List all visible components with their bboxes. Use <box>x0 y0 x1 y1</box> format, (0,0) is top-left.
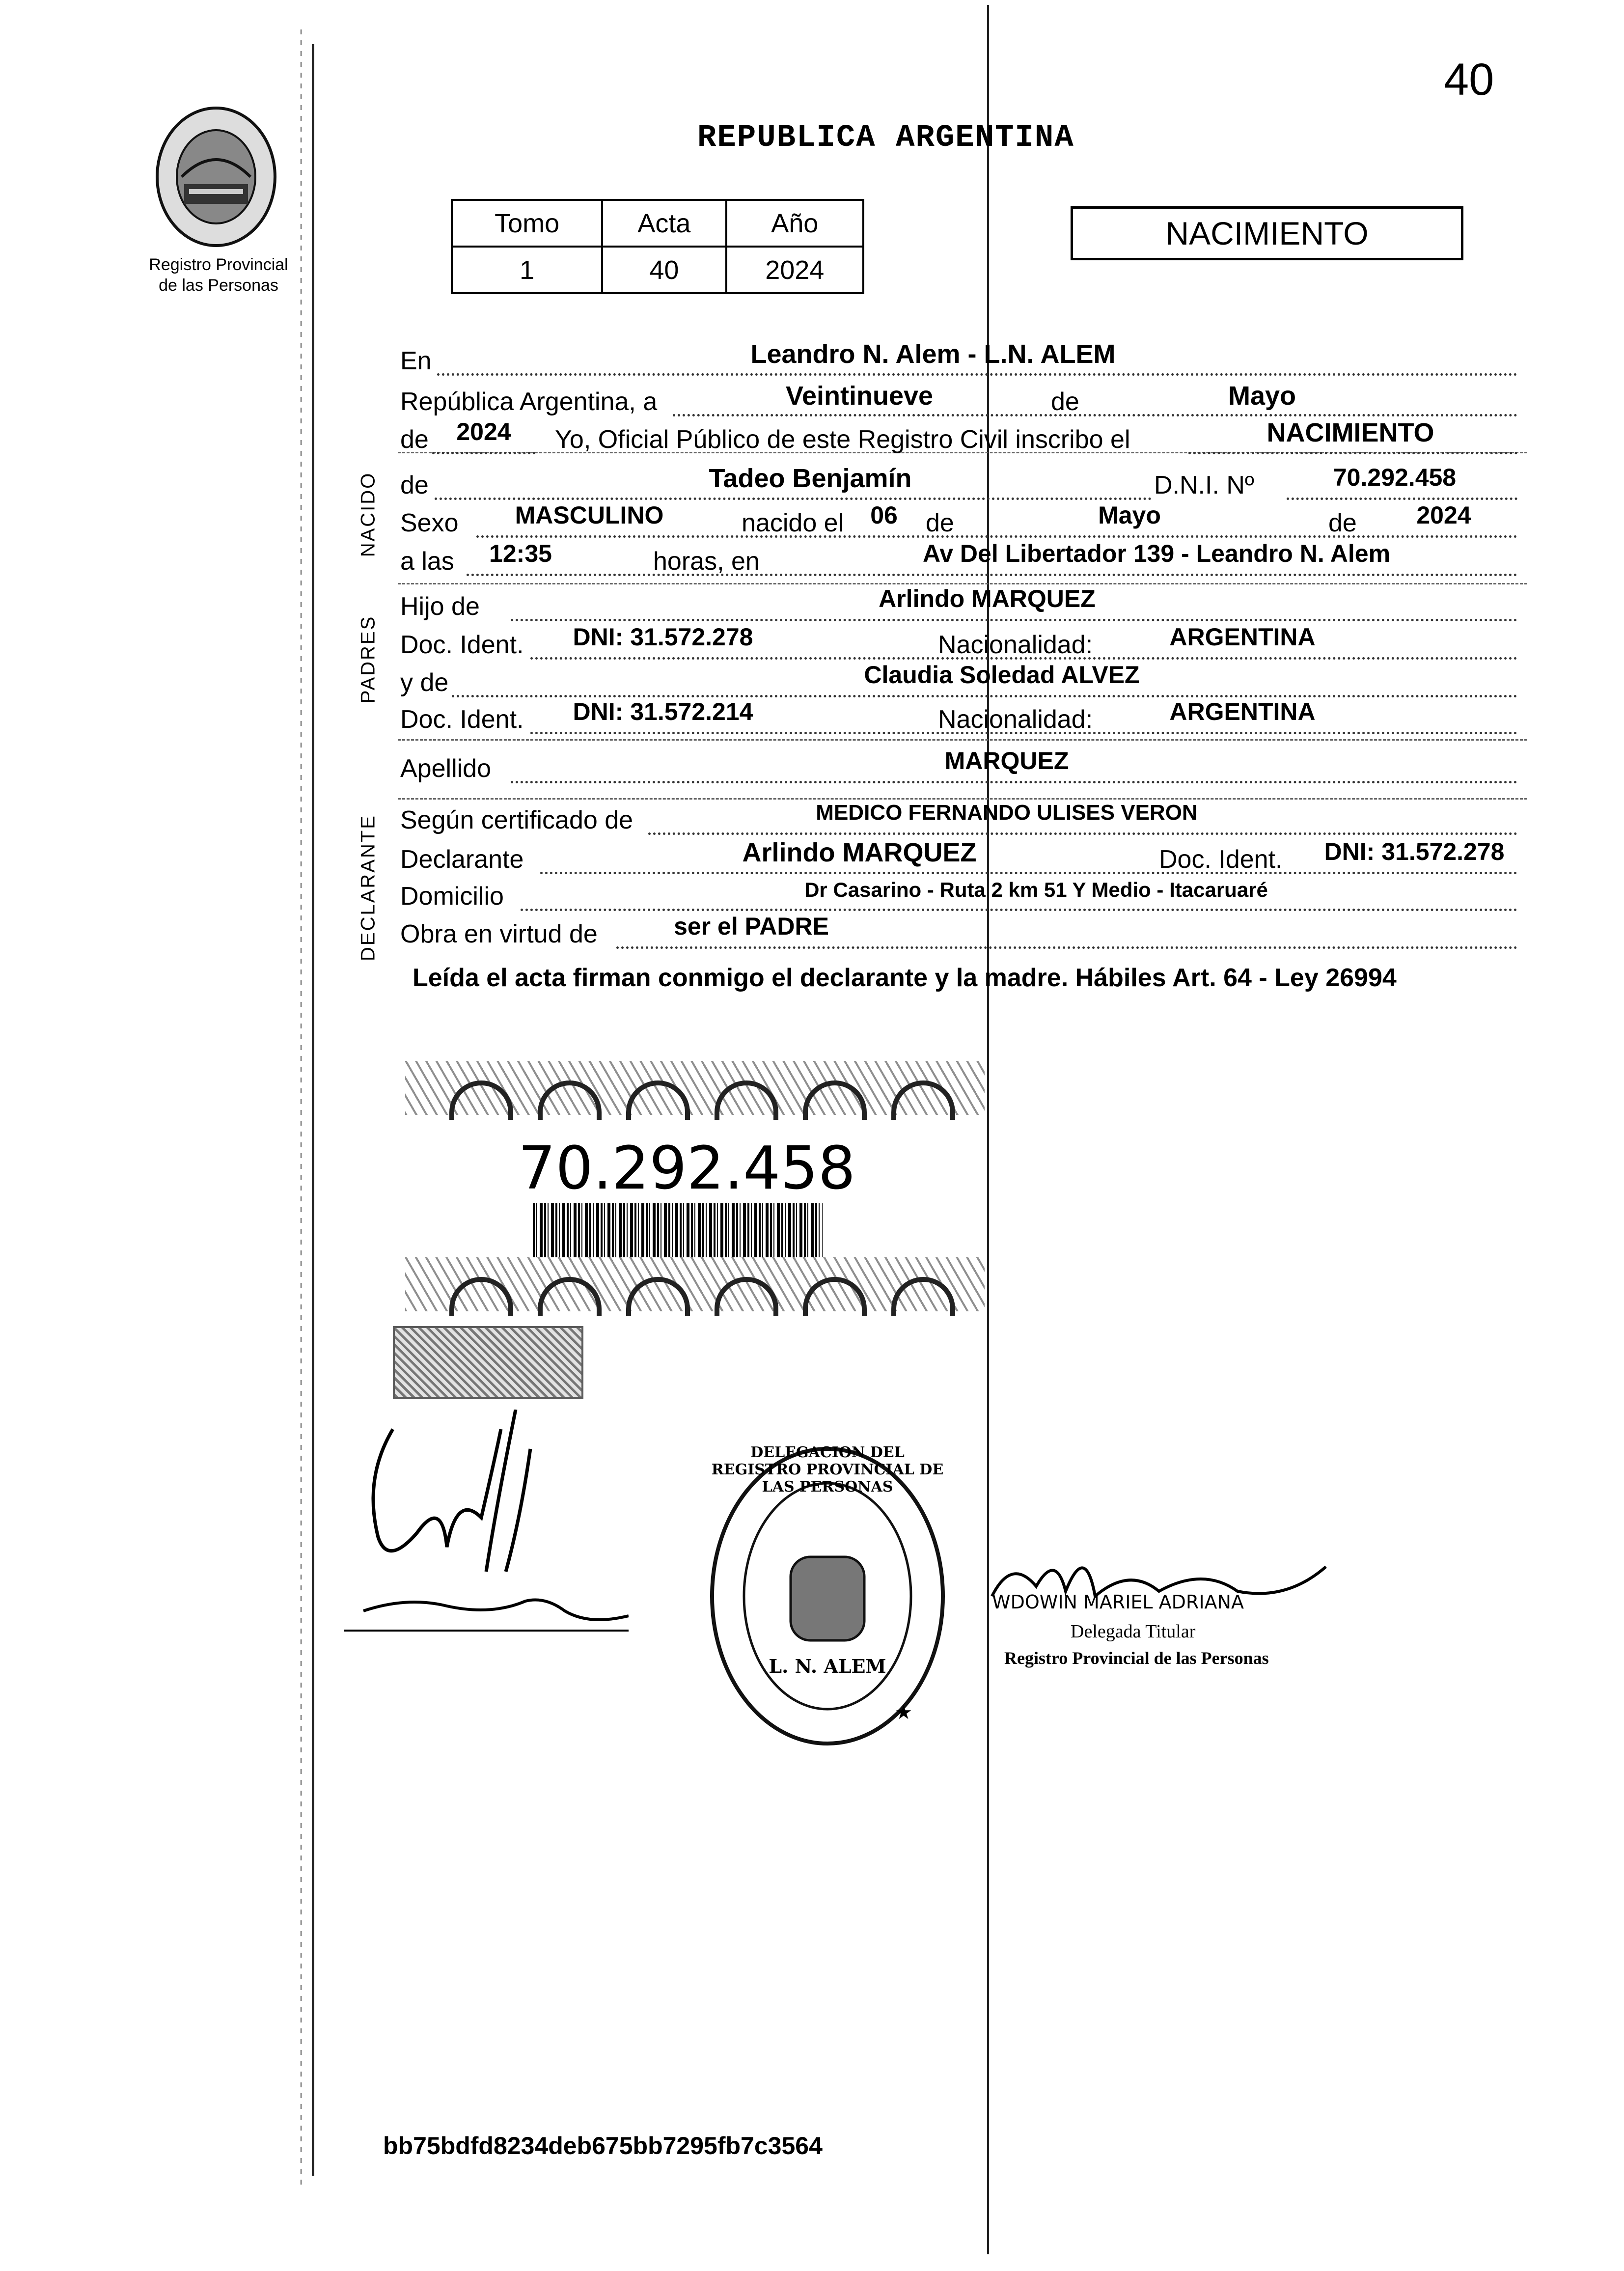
table-cell: 1 <box>452 247 602 293</box>
dotted-line <box>437 373 1517 376</box>
field-mes: Mayo <box>1228 381 1296 411</box>
official-stamp <box>707 1444 948 1748</box>
label-segun: Según certificado de <box>400 806 633 834</box>
label-de-nombre: de <box>400 471 429 499</box>
side-label-nacido: NACIDO <box>357 471 379 557</box>
label-doc-decl: Doc. Ident. <box>1159 845 1283 874</box>
field-decl-doc: DNI: 31.572.278 <box>1324 838 1505 865</box>
tomo-acta-anio-table <box>451 199 864 294</box>
field-dni: 70.292.458 <box>1333 464 1457 491</box>
label-de: de <box>1051 388 1079 416</box>
label-nac-madre: Nacionalidad: <box>938 705 1093 734</box>
label-yde: y de <box>400 668 449 697</box>
field-nac-mes: Mayo <box>1098 501 1161 529</box>
label-hijo: Hijo de <box>400 592 480 621</box>
field-certificado: MEDICO FERNANDO ULISES VERON <box>816 801 1198 825</box>
field-nac-dia: 06 <box>870 501 898 529</box>
dotted-line <box>1188 452 1517 454</box>
field-domicilio: Dr Casarino - Ruta 2 km 51 Y Medio - Itacaruaré <box>804 878 1268 901</box>
field-dia-texto: Veintinueve <box>785 381 934 411</box>
label-domicilio: Domicilio <box>400 882 504 911</box>
field-declarante: Arlindo MARQUEZ <box>742 838 977 867</box>
svg-text:★: ★ <box>895 1701 912 1724</box>
label-alas: a las <box>400 547 454 576</box>
dotted-line <box>432 452 535 454</box>
document-title: REPUBLICA ARGENTINA <box>697 120 1074 156</box>
field-padre-doc: DNI: 31.572.278 <box>573 623 753 651</box>
dotted-line <box>521 909 1517 911</box>
label-doc-madre: Doc. Ident. <box>400 705 524 734</box>
table-header: Año <box>726 200 863 247</box>
side-label-declarante: DECLARANTE <box>357 814 379 961</box>
dotted-line <box>467 574 1517 576</box>
label-republica: República Argentina, a <box>400 388 658 416</box>
table-cell: 40 <box>602 247 726 293</box>
field-nombre: Tadeo Benjamín <box>709 464 912 493</box>
registry-label-2: de las Personas <box>159 276 278 295</box>
field-madre-nac: ARGENTINA <box>1169 698 1316 725</box>
field-madre-doc: DNI: 31.572.214 <box>573 698 753 725</box>
table-header: Tomo <box>452 200 602 247</box>
dotted-line <box>616 946 1517 949</box>
label-dni: D.N.I. Nº <box>1154 471 1254 499</box>
table-cell: 2024 <box>726 247 863 293</box>
section-divider <box>398 739 1527 741</box>
field-apellido: MARQUEZ <box>944 747 1069 775</box>
closing-note: Leída el acta firman conmigo el declarante y la madre. Hábiles Art. 64 - Ley 26994 <box>413 964 1397 992</box>
registry-label-1: Registro Provincial <box>149 255 288 274</box>
field-tipo: NACIMIENTO <box>1266 418 1434 447</box>
label-sexo: Sexo <box>400 509 459 537</box>
field-padre-nac: ARGENTINA <box>1169 623 1316 651</box>
label-oficial: Yo, Oficial Público de este Registro Civil inscribo el <box>555 425 1130 454</box>
label-de-anio2: de <box>1328 509 1357 537</box>
label-apellido: Apellido <box>400 754 492 783</box>
act-type-box <box>1071 206 1463 260</box>
dotted-line <box>476 535 1517 538</box>
side-label-padres: PADRES <box>357 615 379 704</box>
field-lugar: Leandro N. Alem - L.N. ALEM <box>750 339 1116 369</box>
province-seal <box>147 103 285 250</box>
dotted-line <box>648 832 1517 835</box>
label-en: En <box>400 347 432 375</box>
declarant-signature <box>334 1410 629 1665</box>
dotted-line <box>1287 498 1517 500</box>
page-number: 40 <box>1444 55 1494 105</box>
label-declarante: Declarante <box>400 845 524 874</box>
act-type: NACIMIENTO <box>1165 215 1369 251</box>
dotted-line <box>511 781 1517 783</box>
section-divider <box>398 798 1527 800</box>
label-nacido: nacido el <box>742 509 844 537</box>
field-nac-anio: 2024 <box>1416 501 1471 529</box>
document-hash: bb75bdfd8234deb675bb7295fb7c3564 <box>383 2132 823 2160</box>
label-nac-padre: Nacionalidad: <box>938 631 1093 659</box>
official-office: Registro Provincial de las Personas <box>1004 1648 1269 1668</box>
field-lugar-nac: Av Del Libertador 139 - Leandro N. Alem <box>922 540 1391 567</box>
barcode <box>533 1203 823 1257</box>
official-name: WDOWIN MARIEL ADRIANA <box>992 1591 1244 1613</box>
dotted-line <box>435 498 1152 500</box>
dni-sticker <box>405 1061 985 1316</box>
left-margin-line <box>312 44 314 2176</box>
dotted-line <box>673 414 1517 416</box>
table-header: Acta <box>602 200 726 247</box>
official-title: Delegada Titular <box>1071 1621 1196 1642</box>
label-horas-en: horas, en <box>653 547 760 576</box>
field-padre: Arlindo MARQUEZ <box>879 585 1096 612</box>
dotted-line <box>540 872 1517 874</box>
sticker-number: 70.292.458 <box>518 1135 856 1203</box>
label-de-mes: de <box>926 509 954 537</box>
stamp-ring-text: DELEGACION DEL REGISTRO PROVINCIAL DE LAS PERSONAS <box>711 1444 944 1496</box>
field-madre: Claudia Soledad ALVEZ <box>864 661 1140 689</box>
field-obra: ser el PADRE <box>674 913 829 940</box>
field-sexo: MASCULINO <box>515 501 664 529</box>
field-anio: 2024 <box>456 418 511 445</box>
security-stamp <box>393 1326 583 1399</box>
label-de-anio: de <box>400 425 429 454</box>
label-doc-padre: Doc. Ident. <box>400 631 524 659</box>
label-obra: Obra en virtud de <box>400 920 598 948</box>
field-hora: 12:35 <box>489 540 552 567</box>
dotted-line <box>511 619 1517 621</box>
stamp-center-text: L. N. ALEM <box>769 1655 886 1677</box>
left-margin-line-dashed <box>301 29 302 2190</box>
